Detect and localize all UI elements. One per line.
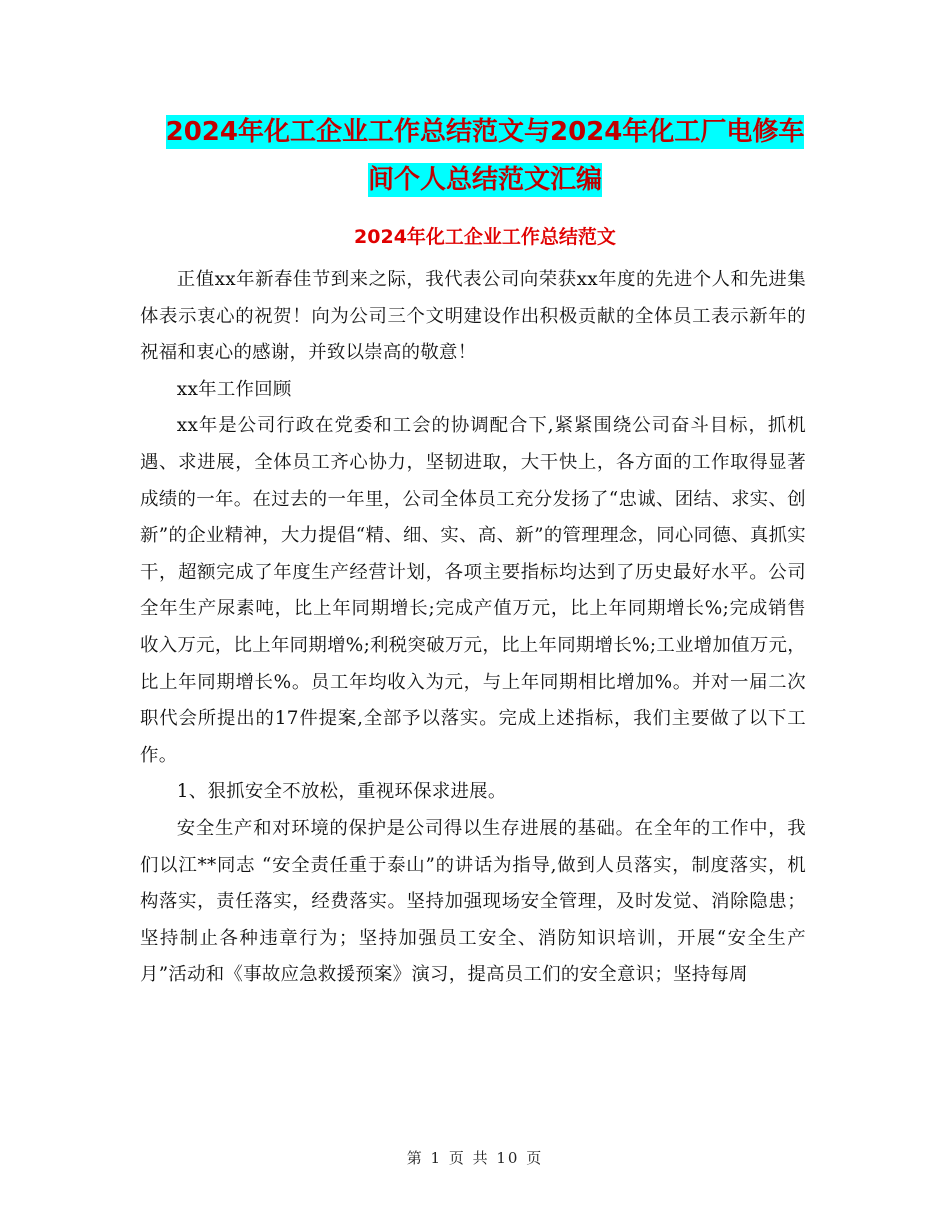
paragraph-review-heading: xx年工作回顾 [176, 378, 292, 400]
section-title: 2024年化工企业工作总结范文 [354, 226, 616, 248]
document-body [140, 262, 806, 994]
paragraph-intro: 正值xx年新春佳节到来之际，我代表公司向荣获xx年度的先进个人和先进集体表示衷心的祝贺！向为公司三个文明建设作出积极贡献的全体员工表示新年的祝福和衷心的感谢，并致以崇高的敬意！ [140, 269, 806, 364]
document-title-line-1: 2024年化工企业工作总结范文与2024年化工厂电修车 [165, 117, 805, 147]
paragraph-item-1-heading: 1、狠抓安全不放松，重视环保求进展。 [176, 781, 507, 803]
page-footer: 第 1 页 共 10 页 [406, 1149, 544, 1167]
document-title [140, 108, 830, 204]
document-title-line-2: 间个人总结范文汇编 [367, 165, 602, 195]
paragraph-safety: 安全生产和对环境的保护是公司得以生存进展的基础。在全年的工作中，我们以江**同志 “安全责任重于泰山”的讲话为指导,做到人员落实，制度落实，机构落实，责任落实，经费落实。坚持加强现场安全管理，及时发觉、消除隐患；坚持制止各种违章行为；坚持加强员工安全、消防知识培训，开展“安全生产月”活动和《事故应急救援预案》演习，提高员工们的安全意识；坚持每周 [140, 817, 806, 986]
paragraph-review: xx年是公司行政在党委和工会的协调配合下,紧紧围绕公司奋斗目标，抓机遇、求进展，全体员工齐心协力，坚韧进取，大干快上，各方面的工作取得显著成绩的一年。在过去的一年里，公司全体员工充分发扬了“忠诚、团结、求实、创新”的企业精神，大力提倡“精、细、实、高、新”的管理理念，同心同德、真抓实干，超额完成了年度生产经营计划，各项主要指标均达到了历史最好水平。公司全年生产尿素吨，比上年同期增长;完成产值万元，比上年同期增长%;完成销售收入万元，比上年同期增%;利税突破万元，比上年同期增长%;工业增加值万元，比上年同期增长%。员工年均收入为元，与上年同期相比增加%。并对一届二次职代会所提出的17件提案,全部予以落实。完成上述指标，我们主要做了以下工作。 [140, 415, 806, 766]
